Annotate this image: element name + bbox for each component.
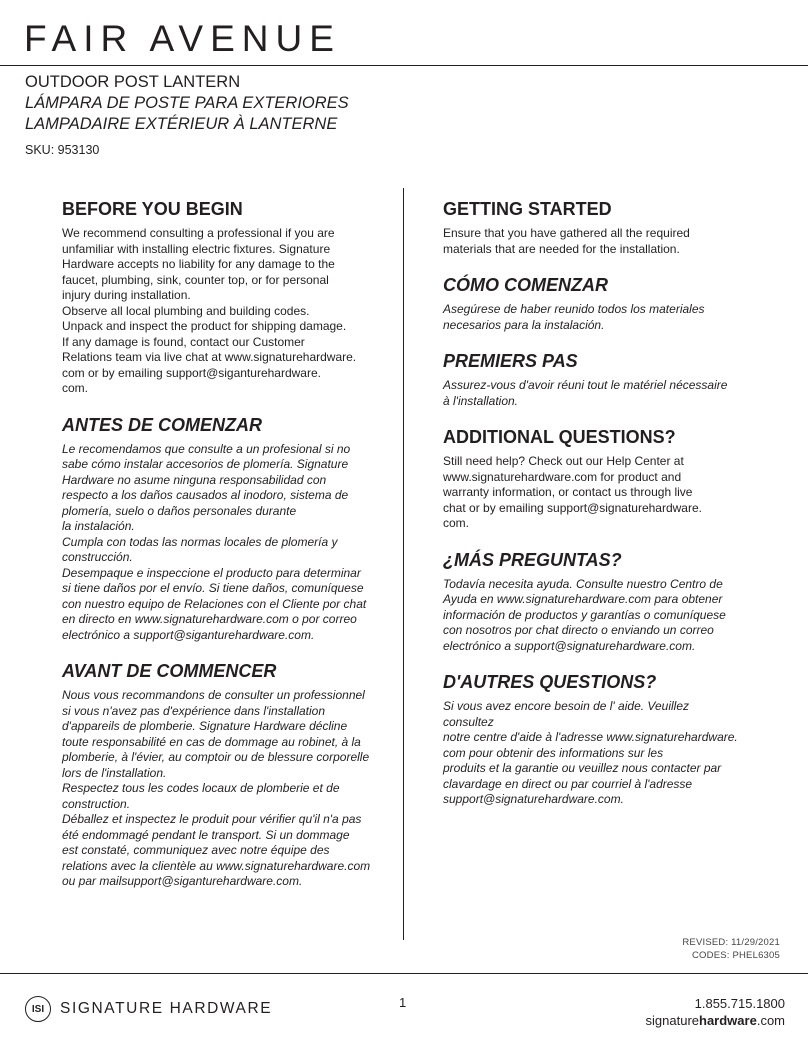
section-heading: GETTING STARTED xyxy=(443,199,612,219)
body-line: Still need help? Check out our Help Center at xyxy=(443,454,684,468)
section-antes-de-comenzar xyxy=(62,414,382,644)
section-m-s-preguntas xyxy=(443,549,743,655)
body-line: été endommagé pendant le transport. Si un dommage xyxy=(62,827,350,842)
body-line: produits et la garantie ou veuillez nous contacter par xyxy=(443,761,722,775)
header-rule xyxy=(0,65,808,66)
footer-contact xyxy=(646,995,785,1029)
body-line: la instalación. xyxy=(62,519,135,533)
logo-mark-icon: ISI xyxy=(25,996,51,1022)
section-body xyxy=(443,302,743,333)
section-heading: D'AUTRES QUESTIONS? xyxy=(443,672,657,692)
body-line: com. xyxy=(443,516,470,530)
website-suffix: .com xyxy=(756,1013,785,1028)
section-heading: CÓMO COMENZAR xyxy=(443,275,608,295)
section-body xyxy=(62,226,382,397)
body-line: Relations team via live chat at www.signaturehardware. xyxy=(62,350,357,364)
body-line: Assurez-vous d'avoir réuni tout le matériel nécessaire xyxy=(443,378,728,392)
body-line: con nosotros por chat directo o enviando un correo xyxy=(443,623,714,637)
body-line: chat or by emailing support@signaturehardware. xyxy=(443,500,702,515)
body-line: clavardage en direct ou par courriel à l'adresse xyxy=(443,776,693,791)
title-french: LAMPADAIRE EXTÉRIEUR À LANTERNE xyxy=(25,115,338,133)
body-line: injury during installation. xyxy=(62,288,191,302)
body-line: Le recomendamos que consulte a un profesional si no xyxy=(62,441,351,456)
body-line: com pour obtenir des informations sur les xyxy=(443,745,664,760)
body-line: relations avec la clientèle au www.signaturehardware.com xyxy=(62,858,371,873)
body-line: plomería, suelo o daños personales durante xyxy=(62,503,297,518)
section-body xyxy=(443,577,743,655)
body-line: com or by emailing support@siganturehardware. xyxy=(62,365,321,380)
section-c-mo-comenzar xyxy=(443,274,743,333)
body-line: electrónico a support@siganturehardware.com. xyxy=(62,627,315,642)
body-line: construction. xyxy=(62,796,131,811)
section-heading: ¿MÁS PREGUNTAS? xyxy=(443,549,622,570)
body-line: Respectez tous les codes locaux de plomberie et de xyxy=(62,781,340,795)
revision-info xyxy=(682,937,780,962)
body-line: Hardware no asume ninguna responsabilidad con xyxy=(62,472,327,487)
body-line: www.signaturehardware.com for product and xyxy=(443,469,682,484)
website-bold: hardware xyxy=(699,1013,757,1028)
section-heading: PREMIERS PAS xyxy=(443,351,578,371)
section-heading: BEFORE YOU BEGIN xyxy=(62,199,243,219)
revised-date: REVISED: 11/29/2021 xyxy=(682,937,780,948)
body-line: lors de l'installation. xyxy=(62,765,167,780)
left-column xyxy=(62,198,382,907)
title-spanish: LÁMPARA DE POSTE PARA EXTERIORES xyxy=(25,94,349,112)
body-line: toute responsabilité en cas de dommage au robinet, à la xyxy=(62,734,361,749)
body-line: Asegúrese de haber reunido todos los materiales xyxy=(443,302,705,316)
section-avant-de-commencer xyxy=(62,660,382,890)
body-line: si tiene daños por el envío. Si tiene daños, comuníquese xyxy=(62,581,364,595)
body-line: Observe all local plumbing and building codes. xyxy=(62,303,310,318)
section-premiers-pas xyxy=(443,350,743,409)
website-prefix: signature xyxy=(645,1013,700,1028)
body-line: Cumpla con todas las normas locales de plomería y xyxy=(62,534,338,549)
body-line: Si vous avez encore besoin de l' aide. Veuillez consultez xyxy=(443,699,689,729)
title-english: OUTDOOR POST LANTERN xyxy=(25,73,241,91)
body-line: support@signaturehardware.com. xyxy=(443,792,624,806)
right-column xyxy=(443,198,743,825)
sku-label: SKU: 953130 xyxy=(25,143,100,157)
body-line: Ensure that you have gathered all the required xyxy=(443,226,690,240)
body-line: información de productos y garantías o comuníquese xyxy=(443,607,726,622)
section-heading: ADDITIONAL QUESTIONS? xyxy=(443,427,676,447)
body-line: Déballez et inspectez le produit pour vérifier qu'il n'a pas xyxy=(62,812,362,826)
body-line: com. xyxy=(62,381,89,395)
body-line: à l'installation. xyxy=(443,393,518,408)
body-line: en directo en www.signaturehardware.com o por correo xyxy=(62,612,357,626)
section-body xyxy=(443,454,743,532)
body-line: si vous n'avez pas d'expérience dans l'installation xyxy=(62,703,326,718)
body-line: Desempaque e inspeccione el producto para determinar xyxy=(62,565,361,580)
body-line: Hardware accepts no liability for any damage to the xyxy=(62,257,335,271)
body-line: plomberie, à l'évier, au comptoir ou de blessure corporelle xyxy=(62,750,370,764)
body-line: con nuestro equipo de Relaciones con el Cliente por chat xyxy=(62,596,367,611)
section-body xyxy=(62,688,382,890)
body-line: notre centre d'aide à l'adresse www.signaturehardware. xyxy=(443,730,738,744)
footer-logo xyxy=(25,996,272,1022)
title-block xyxy=(25,72,349,161)
section-heading: AVANT DE COMMENCER xyxy=(62,661,277,681)
phone-number: 1.855.715.1800 xyxy=(694,996,785,1011)
body-line: Unpack and inspect the product for shipping damage. xyxy=(62,319,347,333)
section-additional-questions xyxy=(443,426,743,532)
body-line: faucet, plumbing, sink, counter top, or for personal xyxy=(62,272,329,287)
body-line: Todavía necesita ayuda. Consulte nuestro Centro de xyxy=(443,576,723,591)
section-body xyxy=(443,226,743,257)
section-d-autres-questions xyxy=(443,671,743,808)
page-number: 1 xyxy=(399,995,407,1010)
footer-rule xyxy=(0,973,808,974)
body-line: necesarios para la instalación. xyxy=(443,317,605,332)
body-line: respecto a los daños causados al inodoro, sistema de xyxy=(62,488,349,502)
section-before-you-begin xyxy=(62,198,382,397)
body-line: unfamiliar with installing electric fixtures. Signature xyxy=(62,241,331,256)
section-body xyxy=(62,442,382,644)
body-line: est constaté, communiquez avec notre équipe des xyxy=(62,843,330,857)
body-line: ou par mailsupport@siganturehardware.com. xyxy=(62,874,303,888)
body-line: Nous vous recommandons de consulter un professionnel xyxy=(62,688,365,702)
column-divider xyxy=(403,188,404,940)
product-codes: CODES: PHEL6305 xyxy=(691,949,780,961)
body-line: warranty information, or contact us through live xyxy=(443,485,693,499)
section-body xyxy=(443,699,743,808)
website-link[interactable] xyxy=(646,1012,785,1029)
body-line: electrónico a support@signaturehardware.com. xyxy=(443,638,696,653)
section-body xyxy=(443,378,743,409)
body-line: sabe cómo instalar accesorios de plomería. Signature xyxy=(62,457,349,471)
section-heading: ANTES DE COMENZAR xyxy=(62,414,263,435)
body-line: If any damage is found, contact our Customer xyxy=(62,334,305,349)
body-line: materials that are needed for the installation. xyxy=(443,241,680,256)
section-getting-started xyxy=(443,198,743,257)
body-line: d'appareils de plomberie. Signature Hardware décline xyxy=(62,719,348,733)
logo-text: SIGNATURE HARDWARE xyxy=(60,1000,273,1017)
body-line: Ayuda en www.signaturehardware.com para obtener xyxy=(443,592,723,606)
body-line: construcción. xyxy=(62,550,133,564)
body-line: We recommend consulting a professional if you are xyxy=(62,226,335,240)
brand-title: FAIR AVENUE xyxy=(24,18,341,59)
